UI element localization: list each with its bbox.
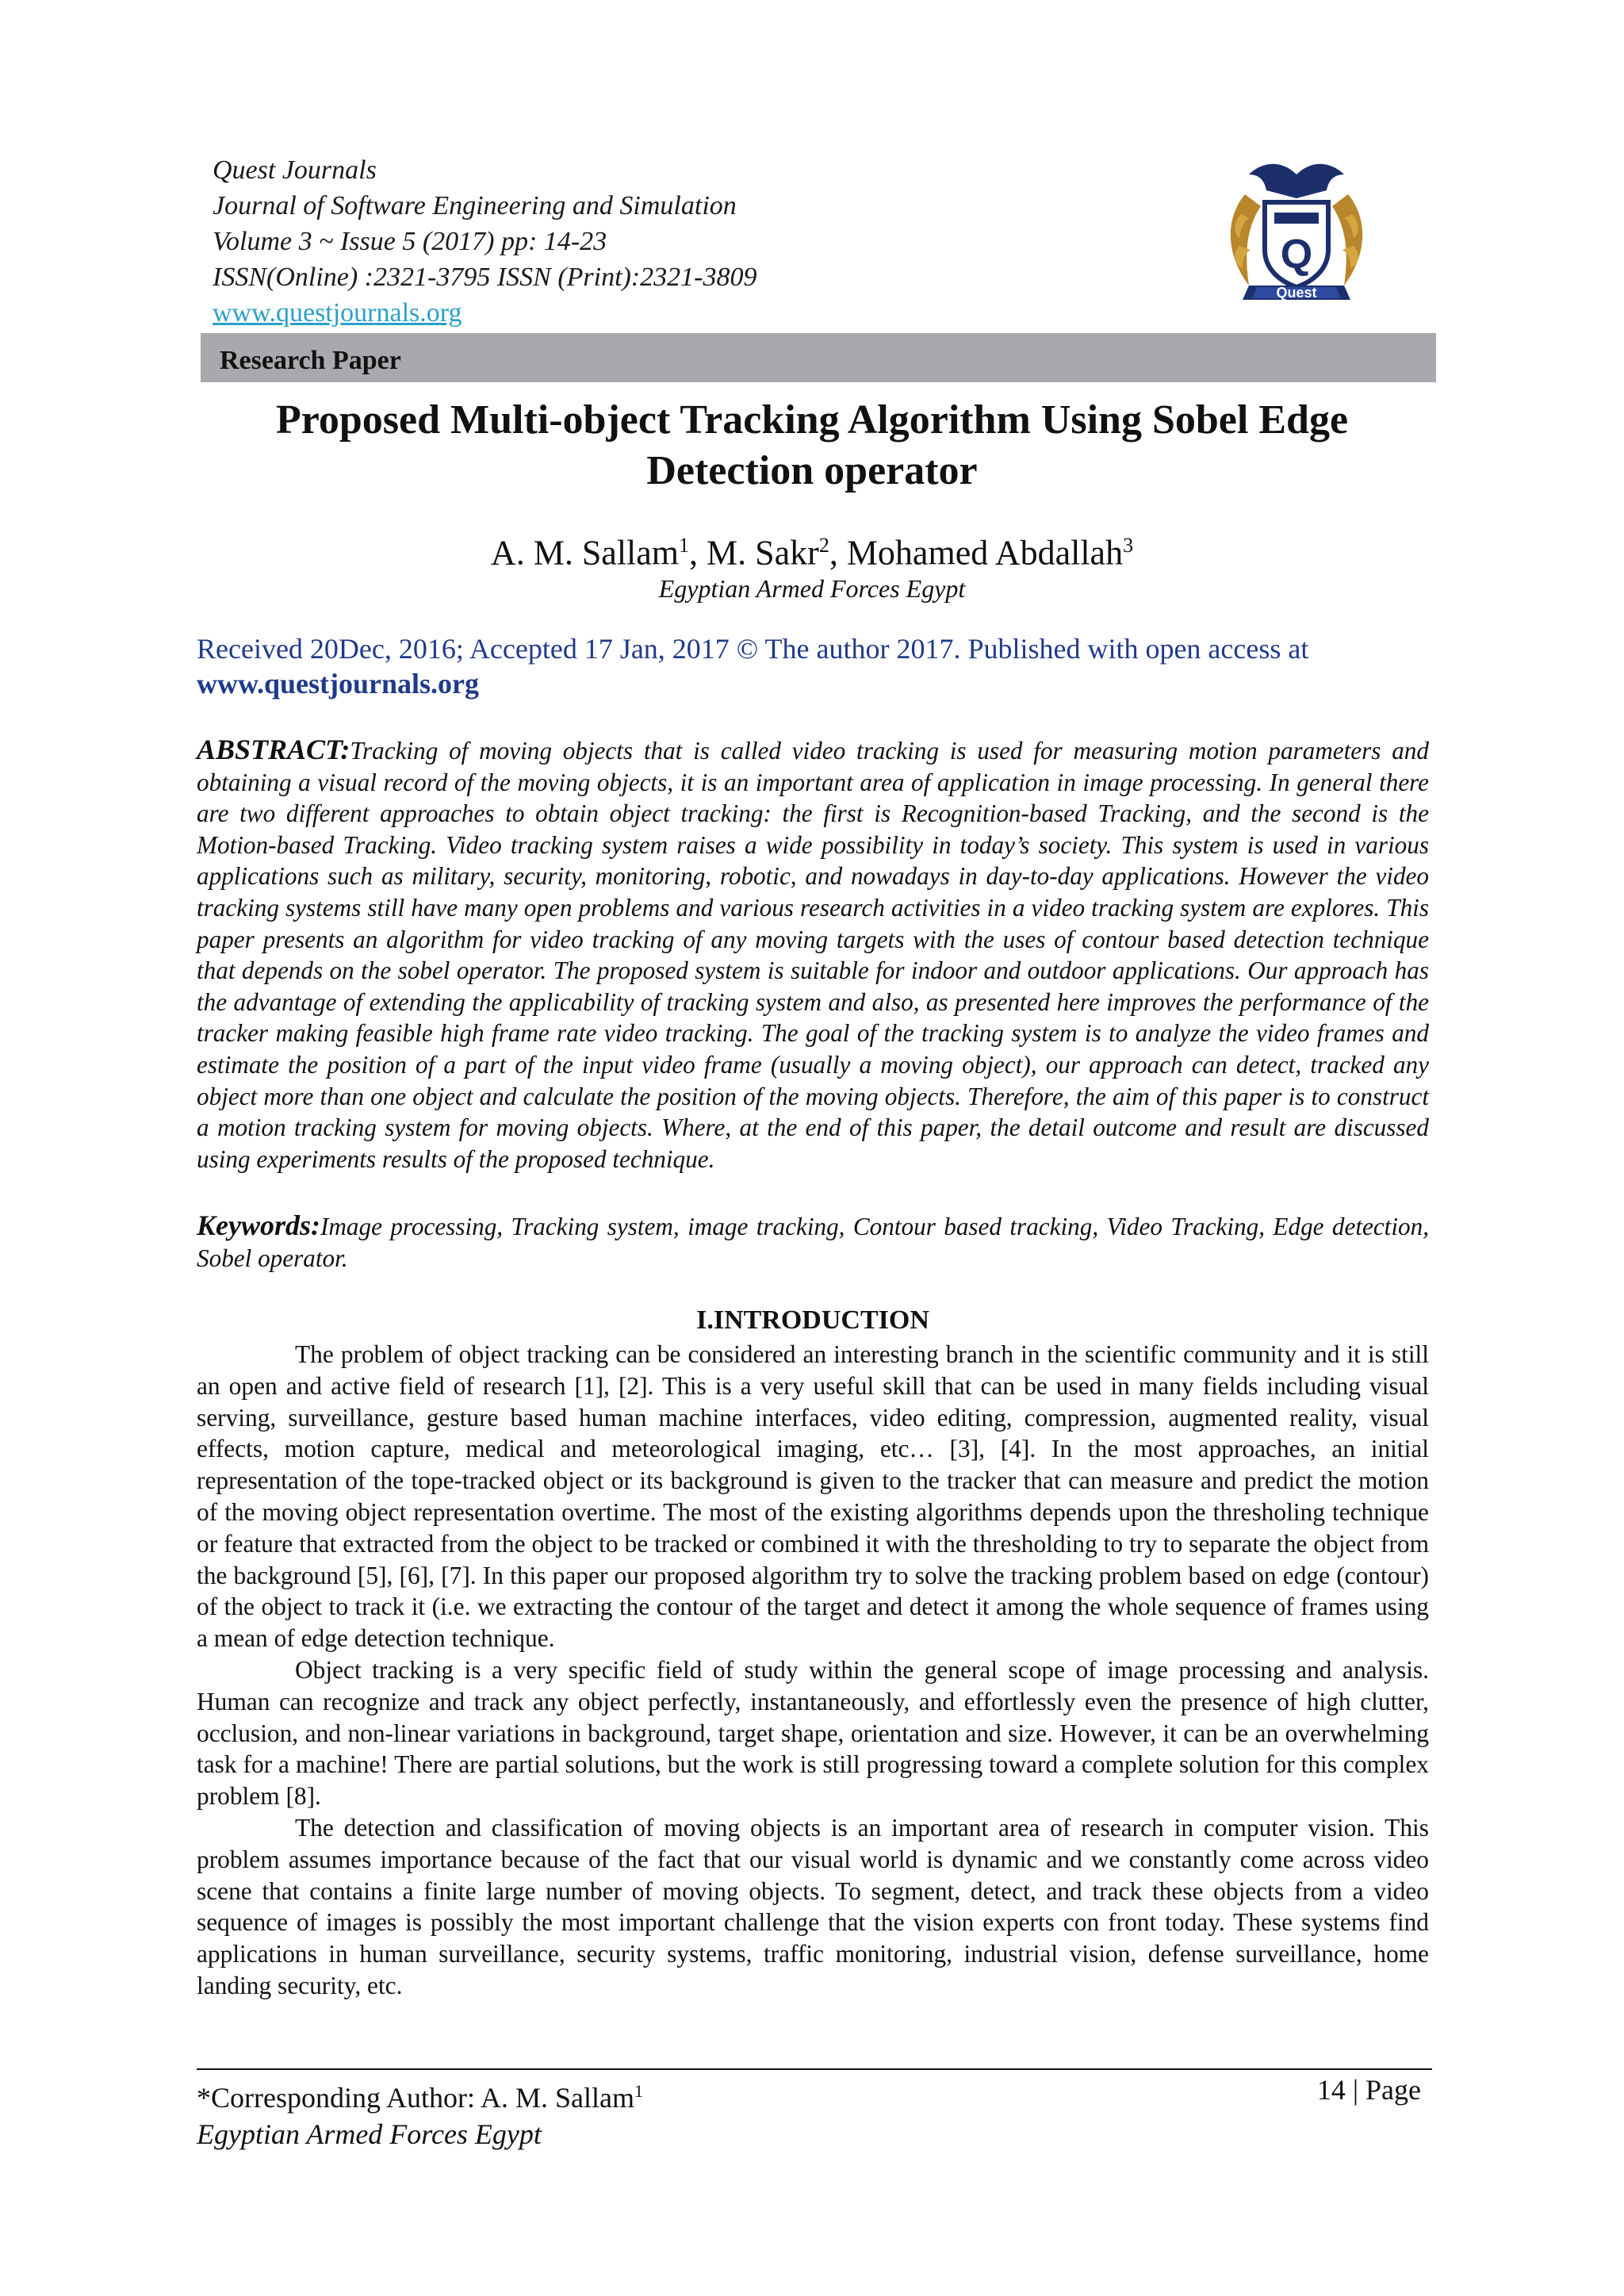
- publisher-name: Quest Journals: [213, 155, 377, 185]
- logo-letter: Q: [1280, 232, 1313, 278]
- journal-name: Journal of Software Engineering and Simulation: [213, 191, 737, 220]
- publication-dates: [197, 631, 1442, 701]
- paper-type-banner: [201, 333, 1436, 382]
- quest-logo-icon: [1217, 159, 1376, 313]
- footer-affiliation: Egyptian Armed Forces Egypt: [197, 2118, 542, 2150]
- page-number: 14 | Page: [1316, 2074, 1421, 2106]
- logo-text: Quest: [1276, 285, 1317, 301]
- paragraph: The problem of object tracking can be considered an interesting branch in the scientific community and it is still an open and active field of research [1], [2]. This is a very useful skill that can be used in many fields including visual serving, surveillance, gesture based human machine interfaces, video editing, compression, augmented reality, visual effects, motion capture, medical and meteorological imaging, etc… [3], [4]. In the most approaches, an initial representation of the tope-tracked object or its background is given to the tracker that can measure and predict the motion of the moving object representation overtime. The most of the existing algorithms depends upon the thresholing technique or feature that extracted from the object to be tracked or combined it with the thresholding to try to separate the object from the background [5], [6], [7]. In this paper our proposed algorithm try to solve the tracking problem based on edge (contour) of the object to track it (i.e. we extracting the contour of the target and detect it among the whole sequence of frames using a mean of edge detection technique.: [197, 1340, 1429, 1653]
- publisher-site: www.questjournals.org: [197, 668, 480, 700]
- author-name: M. Sakr: [707, 533, 819, 573]
- received-accepted-line: Received 20Dec, 2016; Accepted 17 Jan, 2017 © The author 2017. Published with open access at: [197, 633, 1309, 665]
- author-name: A. M. Sallam: [490, 533, 680, 573]
- abstract: [197, 734, 1429, 1175]
- issn-line: ISSN(Online) :2321-3795 ISSN (Print):2321-3809: [213, 263, 757, 292]
- keywords: [197, 1210, 1429, 1274]
- author-name: Mohamed Abdallah: [846, 533, 1124, 573]
- volume-issue: Volume 3 ~ Issue 5 (2017) pp: 14-23: [213, 227, 607, 256]
- paper-title: [159, 395, 1465, 496]
- corresponding-sup: 1: [634, 2081, 643, 2101]
- paragraph: Object tracking is a very specific field of study within the general scope of image processing and analysis. Human can recognize and track any object perfectly, instantaneously, and effortlessly even the presence of high clutter, occlusion, and non-linear variations in background, target shape, orientation and size. However, it can be an overwhelming task for a machine! There are partial solutions, but the work is still progressing toward a complete solution for this complex problem [8].: [197, 1655, 1429, 1811]
- corresponding-author: *Corresponding Author: A. M. Sallam: [197, 2082, 634, 2114]
- title-line-2: Detection operator: [646, 448, 978, 493]
- section-heading: I.INTRODUCTION: [696, 1305, 929, 1335]
- author-affil-mark: 2: [818, 534, 829, 557]
- abstract-label: ABSTRACT:: [197, 734, 350, 765]
- paper-type-label: Research Paper: [220, 346, 401, 375]
- journal-header: [213, 152, 1164, 331]
- keywords-label: Keywords:: [197, 1209, 320, 1241]
- author-list: A. M. Sallam$^1$, M. Sakr$^2$, Mohamed Abdallah$^3$: [490, 533, 1134, 573]
- paragraph: The detection and classification of moving objects is an important area of research in computer vision. This problem assumes importance because of the fact that our visual world is dynamic and we constantly come across video scene that contains a finite large number of moving objects. To segment, detect, and track these objects from a video sequence of images is possibly the most important challenge that the vision experts con front today. These systems find applications in human surveillance, security systems, traffic monitoring, industrial vision, defense surveillance, home landing security, etc.: [197, 1813, 1429, 1999]
- author-affil-mark: 3: [1123, 534, 1134, 557]
- author-affiliation: Egyptian Armed Forces Egypt: [658, 574, 966, 603]
- introduction-body: [197, 1339, 1429, 2002]
- abstract-text: Tracking of moving objects that is called video tracking is used for measuring motion parameters and obtaining a visual record of the moving objects, it is an important area of application in image processing. In general there are two different approaches to obtain object tracking: the first is Recognition-based Tracking, and the second is the Motion-based Tracking. Video tracking system raises a wide possibility in today’s society. This system is used in various applications such as military, security, monitoring, robotic, and nowadays in day-to-day applications. However the video tracking systems still have many open problems and various research activities in a video tracking system are explores. This paper presents an algorithm for video tracking of any moving targets with the uses of contour based detection technique that depends on the sobel operator. The proposed system is suitable for indoor and outdoor applications. Our approach has the advantage of extending the applicability of tracking system and also, as presented here improves the performance of the tracker making feasible high frame rate video tracking. The goal of the tracking system is to analyze the video frames and estimate the position of a part of the input video frame (usually a moving object), our approach can detect, tracked any object more than one object and calculate the position of the moving objects. Therefore, the aim of this paper is to construct a motion tracking system for moving objects. Where, at the end of this paper, the detail outcome and result are discussed using experiments results of the proposed technique.: [197, 737, 1429, 1173]
- author-affil-mark: 1: [679, 534, 690, 557]
- journal-website-link[interactable]: www.questjournals.org: [213, 298, 462, 328]
- footer-divider: [197, 2068, 1432, 2070]
- title-line-1: Proposed Multi-object Tracking Algorithm Using Sobel Edge: [275, 397, 1349, 443]
- keywords-text: Image processing, Tracking system, image tracking, Contour based tracking, Video Tracking, Edge detection, Sobel operator.: [197, 1213, 1429, 1272]
- footer-author: [197, 2073, 643, 2152]
